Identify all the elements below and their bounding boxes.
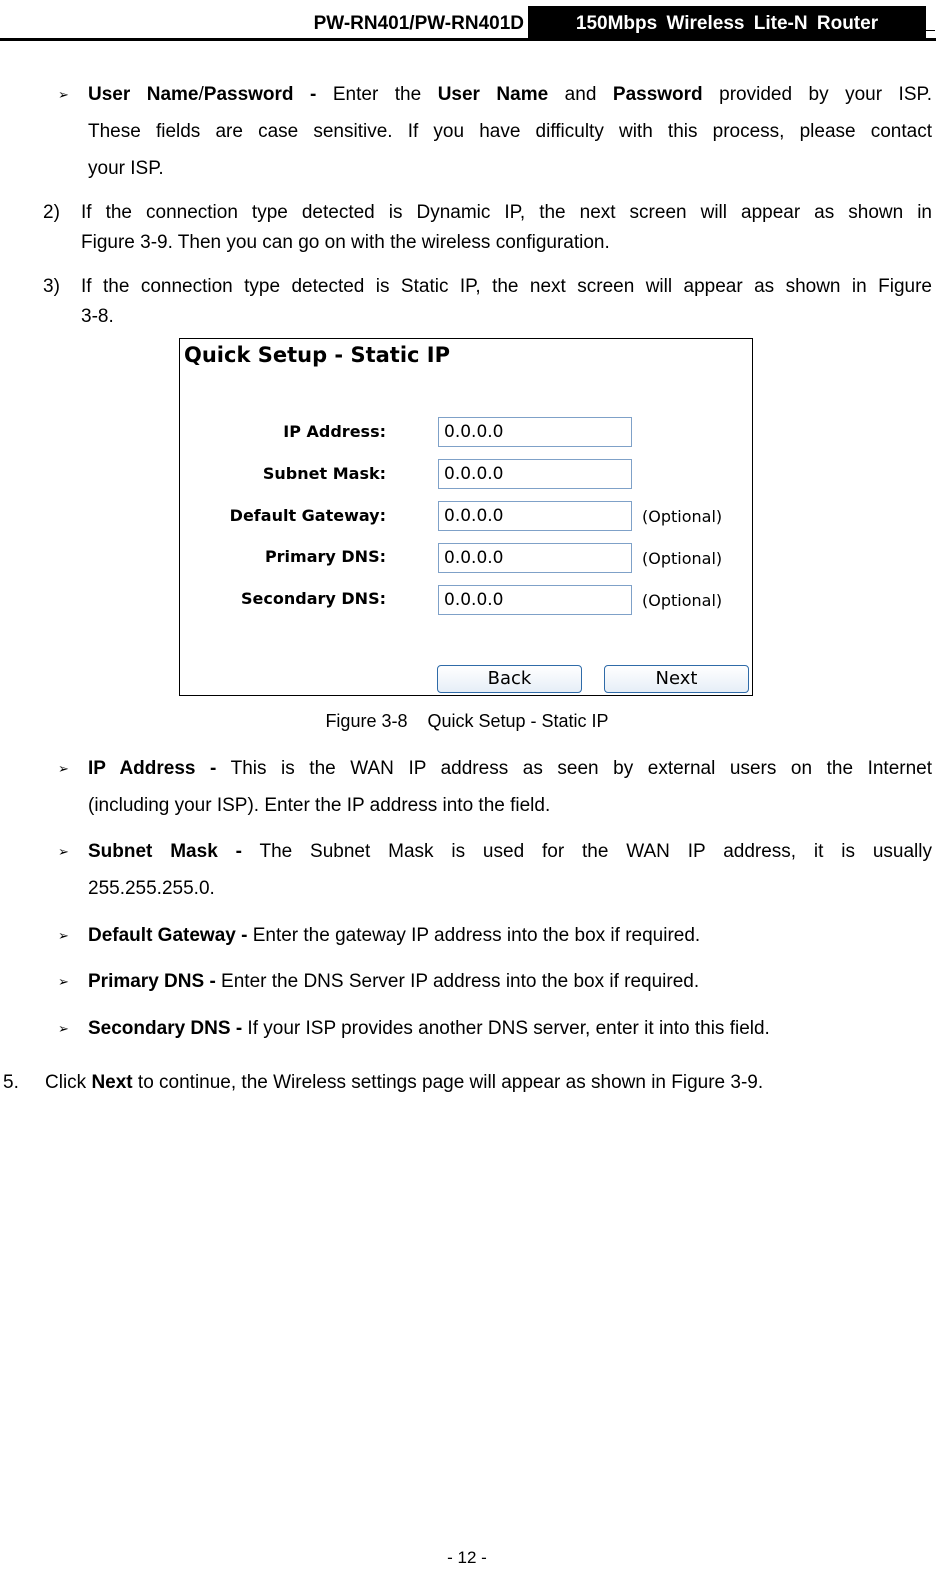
secondary-dns-label: Secondary DNS: xyxy=(241,589,386,608)
text: The Subnet Mask is used for the WAN IP address, it is usually xyxy=(241,841,932,862)
step-3-number: 3) xyxy=(43,276,60,297)
text: Enter the gateway IP address into the box if required. xyxy=(247,925,701,946)
step-3-line2: 3-8. xyxy=(81,306,114,327)
figure-caption: Figure 3-8 Quick Setup - Static IP xyxy=(325,711,609,731)
header-rule xyxy=(0,38,936,41)
term: Primary DNS - xyxy=(88,971,216,992)
ip-address-desc-line1 xyxy=(88,750,932,787)
step-2-line2: Figure 3-9. Then you can go on with the wireless configuration. xyxy=(81,232,610,253)
primary-dns-label: Primary DNS: xyxy=(264,547,386,566)
bullet-arrow-icon: ➢ xyxy=(58,974,69,989)
primary-dns-optional: (Optional) xyxy=(642,549,723,568)
term: Subnet Mask - xyxy=(88,841,242,862)
user-name-term: User Name xyxy=(88,84,199,105)
secondary-dns-optional: (Optional) xyxy=(642,591,723,610)
step-2-number: 2) xyxy=(43,202,60,223)
ip-address-label: IP Address: xyxy=(283,422,386,441)
step-3-line1: If the connection type detected is Static IP, the next screen will appear as shown in Figure xyxy=(81,276,932,297)
primary-dns-input[interactable]: 0.0.0.0 xyxy=(438,543,632,573)
bullet-arrow-icon: ➢ xyxy=(58,761,69,776)
figure-title: Quick Setup - Static IP xyxy=(184,343,450,367)
text: Click xyxy=(45,1072,92,1093)
bullet-arrow-icon: ➢ xyxy=(58,928,69,943)
password-term: Password - xyxy=(203,84,317,105)
text: Enter the DNS Server IP address into the box if required. xyxy=(215,971,700,992)
bullet-arrow-icon: ➢ xyxy=(58,87,69,102)
term: User Name xyxy=(437,84,549,105)
bullet-arrow-icon: ➢ xyxy=(58,844,69,859)
secondary-dns-desc xyxy=(88,1010,770,1047)
text: If your ISP provides another DNS server, enter it into this field. xyxy=(242,1018,770,1039)
default-gateway-desc xyxy=(88,917,700,954)
subnet-mask-input[interactable]: 0.0.0.0 xyxy=(438,459,632,489)
secondary-dns-input[interactable]: 0.0.0.0 xyxy=(438,585,632,615)
ip-address-input[interactable]: 0.0.0.0 xyxy=(438,417,632,447)
user-pass-line1 xyxy=(88,76,932,113)
header-title: 150Mbps Wireless Lite-N Router xyxy=(575,13,879,34)
term: Secondary DNS - xyxy=(88,1018,243,1039)
ip-address-desc-line2: (including your ISP). Enter the IP address into the field. xyxy=(88,795,551,816)
step-5-number: 5. xyxy=(3,1072,19,1093)
user-pass-line2: These fields are case sensitive. If you have difficulty with this process, please contact xyxy=(88,121,932,142)
text: to continue, the Wireless settings page will appear as shown in Figure 3-9. xyxy=(132,1072,764,1093)
back-button[interactable]: Back xyxy=(437,665,582,693)
default-gateway-label: Default Gateway: xyxy=(229,506,386,525)
term: Password xyxy=(612,84,703,105)
step-5-text xyxy=(45,1064,763,1101)
page-number: - 12 - xyxy=(447,1548,487,1567)
text: Enter the xyxy=(316,84,438,105)
bullet-arrow-icon: ➢ xyxy=(58,1021,69,1036)
term: IP Address - xyxy=(88,758,217,779)
next-button[interactable]: Next xyxy=(604,665,749,693)
subnet-mask-desc-line1 xyxy=(88,833,932,870)
default-gateway-input[interactable]: 0.0.0.0 xyxy=(438,501,632,531)
user-pass-line3: your ISP. xyxy=(88,158,164,179)
text: This is the WAN IP address as seen by external users on the Internet xyxy=(216,758,932,779)
subnet-mask-label: Subnet Mask: xyxy=(262,464,386,483)
header-tick xyxy=(926,30,935,31)
primary-dns-desc xyxy=(88,963,699,1000)
slash: / xyxy=(198,84,204,105)
text: and xyxy=(548,84,613,105)
subnet-mask-desc-line2: 255.255.255.0. xyxy=(88,878,215,899)
term: Default Gateway - xyxy=(88,925,248,946)
term: Next xyxy=(91,1072,133,1093)
header-model: PW-RN401/PW-RN401D xyxy=(313,13,524,34)
step-2-line1: If the connection type detected is Dynamic IP, the next screen will appear as shown in xyxy=(81,202,932,223)
quick-setup-static-ip-figure xyxy=(179,338,753,696)
text: provided by your ISP. xyxy=(702,84,933,105)
default-gateway-optional: (Optional) xyxy=(642,507,723,526)
